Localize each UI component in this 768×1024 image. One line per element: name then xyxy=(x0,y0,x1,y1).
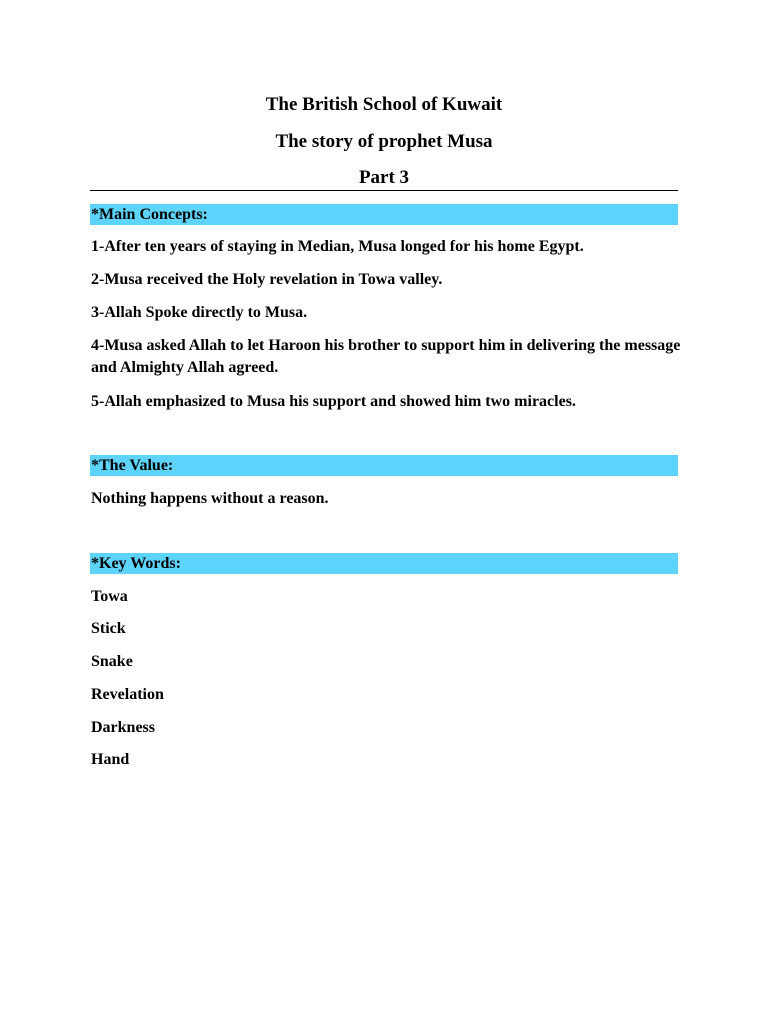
key-word-item: Revelation xyxy=(91,686,164,703)
concept-item-5: 5-Allah emphasized to Musa his support and showed him two miracles. xyxy=(91,393,576,410)
value-text: Nothing happens without a reason. xyxy=(91,490,329,507)
school-name: The British School of Kuwait xyxy=(265,94,503,115)
key-word-item: Towa xyxy=(91,588,128,605)
key-word-item: Darkness xyxy=(91,719,156,736)
key-word-item: Snake xyxy=(91,653,133,670)
concept-item-4: 4-Musa asked Allah to let Haroon his brother to support him in delivering the message and Almighty Allah agreed. xyxy=(91,337,681,376)
value-heading: *The Value: xyxy=(90,455,678,476)
part-label: Part 3 xyxy=(358,167,410,188)
concept-item-3: 3-Allah Spoke directly to Musa. xyxy=(91,304,308,321)
key-word-item: Hand xyxy=(91,751,130,768)
key-words-heading: *Key Words: xyxy=(90,553,678,574)
concept-item-1: 1-After ten years of staying in Median, Musa longed for his home Egypt. xyxy=(91,238,584,255)
concept-item-2: 2-Musa received the Holy revelation in Towa valley. xyxy=(91,271,443,288)
title-divider xyxy=(90,190,678,191)
key-word-item: Stick xyxy=(91,620,126,637)
main-concepts-heading: *Main Concepts: xyxy=(90,204,678,225)
document-title: The story of prophet Musa xyxy=(275,131,493,152)
